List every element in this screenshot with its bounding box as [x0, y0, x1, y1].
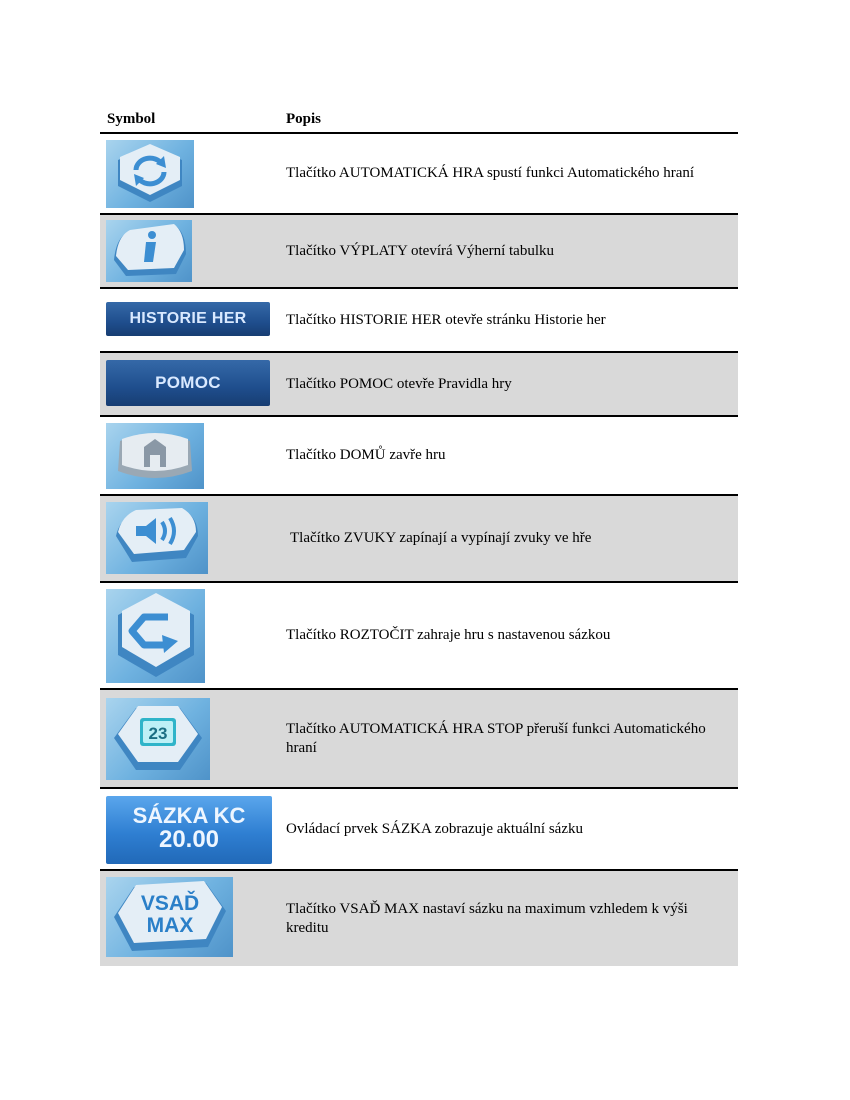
autoplay-stop-icon — [106, 698, 210, 780]
history-button[interactable] — [106, 302, 270, 336]
table-row — [100, 871, 738, 966]
row-description: Tlačítko DOMŮ zavře hru — [286, 447, 446, 463]
table-row — [100, 583, 738, 690]
row-description: Tlačítko AUTOMATICKÁ HRA spustí funkci Automatického hraní — [286, 165, 695, 181]
bet-display-label: SÁZKA KC — [132, 803, 246, 828]
history-button-label: HISTORIE HER — [129, 310, 247, 327]
table-row — [100, 417, 738, 496]
symbols-table — [100, 104, 738, 966]
header-symbol: Symbol — [107, 111, 156, 127]
home-icon — [106, 423, 204, 489]
bet-max-button[interactable] — [106, 877, 233, 957]
row-description: Tlačítko ROZTOČIT zahraje hru s nastavenou sázkou — [286, 627, 611, 643]
help-button-label: POMOC — [155, 373, 221, 392]
table-row — [100, 289, 738, 353]
info-icon — [106, 220, 192, 282]
table-row — [100, 215, 738, 289]
table-row — [100, 353, 738, 417]
table-row — [100, 134, 738, 215]
table-row — [100, 690, 738, 789]
row-description: Ovládací prvek SÁZKA zobrazuje aktuální sázku — [286, 820, 583, 837]
bet-display[interactable] — [106, 796, 272, 864]
bet-max-label-line1: VSAĎ — [140, 892, 200, 915]
bet-display-value: 20.00 — [158, 826, 220, 853]
row-description: Tlačítko ZVUKY zapínají a vypínají zvuky ve hře — [290, 530, 592, 546]
row-description: Tlačítko AUTOMATICKÁ HRA STOP přeruší funkci Automatického hraní — [286, 720, 706, 756]
help-button[interactable] — [106, 360, 270, 406]
row-description: Tlačítko VÝPLATY otevírá Výherní tabulku — [286, 242, 555, 259]
bet-max-label-line2: MAX — [146, 914, 194, 937]
autoplay-icon — [106, 140, 194, 208]
table-header — [100, 104, 738, 134]
sound-icon — [106, 502, 208, 574]
table-row — [100, 789, 738, 871]
row-description: Tlačítko HISTORIE HER otevře stránku Historie her — [286, 311, 606, 328]
autoplay-stop-count: 23 — [148, 724, 168, 743]
row-description: Tlačítko VSAĎ MAX nastaví sázku na maximum vzhledem k výši kreditu — [286, 900, 688, 936]
spin-icon — [106, 589, 205, 683]
row-description: Tlačítko POMOC otevře Pravidla hry — [286, 375, 512, 392]
table-row — [100, 496, 738, 583]
header-description: Popis — [286, 111, 322, 127]
